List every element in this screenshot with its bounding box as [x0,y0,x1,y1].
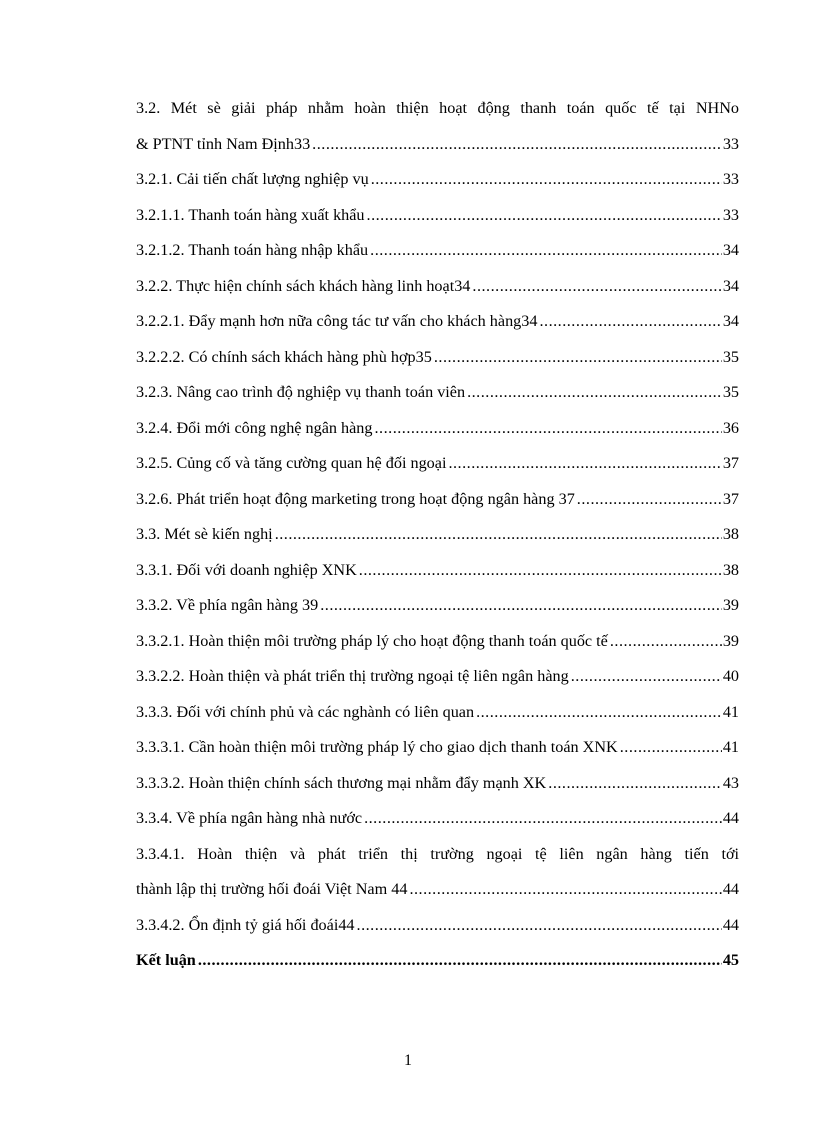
toc-entry-page: 41 [722,702,739,721]
toc-entry [136,553,739,589]
toc-entry-title: 3.3. Mét sè kiến nghị [136,525,273,543]
dot-leader [434,340,722,376]
dot-leader [571,659,722,695]
toc-entry-title: 3.2.2. Thực hiện chính sách khách hàng linh hoạt34 [136,276,471,295]
toc-entry [136,801,739,837]
toc-entry-page: 37 [722,454,739,472]
dot-leader [448,446,721,482]
toc-entry-3-2-line2 [136,127,739,163]
dot-leader [312,127,722,163]
dot-leader [198,943,722,979]
toc-entry [136,730,739,766]
dot-leader [472,269,721,305]
dot-leader [364,801,722,837]
toc-entry-3-3-4-1-line1 [136,837,739,873]
toc-entry-title: 3.2.1.1. Thanh toán hàng xuất khẩu [136,205,365,224]
toc-entry-page: 34 [722,312,739,330]
dot-leader [539,304,721,340]
toc-entry-page: 44 [722,880,739,898]
toc-entry-title: 3.3.2. Về phía ngân hàng 39 [136,596,319,614]
dot-leader [367,198,722,234]
toc-entry-page: 34 [722,241,739,259]
toc-entry-title: 3.3.3. Đối với chính phủ và các nghành có liên quan [136,702,475,721]
toc-entry-3-3-4-1-line2 [136,872,739,908]
toc-entry [136,908,739,944]
toc-entry [136,695,739,731]
toc-entry-title: 3.3.2.1. Hoàn thiện môi trường pháp lý cho hoạt động thanh toán quốc tế [136,631,608,650]
toc-entry [136,269,739,305]
toc-entry [136,482,739,518]
toc-entry-title: 3.2.5. Củng cố và tăng cường quan hệ đối ngoại [136,454,447,472]
toc-entry-title: 3.2.2.2. Có chính sách khách hàng phù hợp35 [136,347,432,366]
toc-entry-title: Kết luận [136,951,196,969]
toc-entry-title: 3.3.4.1. Hoàn thiện và phát triển thị trường ngoại tệ liên ngân hàng tiến tới [136,844,739,863]
toc-entry-title: 3.2.6. Phát triển hoạt động marketing trong hoạt động ngân hàng 37 [136,489,575,508]
toc-entry-page: 44 [722,915,739,934]
toc-entry-page: 33 [722,205,739,224]
toc-entry-conclusion [136,943,739,979]
toc-entry [136,624,739,660]
toc-entry-title: & PTNT tỉnh Nam Định33 [136,134,311,153]
toc-entry-title: 3.3.4. Về phía ngân hàng nhà nước [136,809,363,827]
dot-leader [371,162,722,198]
toc-entry-page: 40 [722,667,739,685]
toc-entry-3-2-line1 [136,91,739,127]
toc-entry-page: 38 [722,560,739,579]
toc-entry-page: 35 [722,347,739,366]
toc-entry-page: 41 [722,738,739,756]
toc-entry-title: 3.2.1.2. Thanh toán hàng nhập khẩu [136,241,369,259]
toc-entry-page: 45 [722,951,739,969]
toc-entry-title: 3.2.3. Nâng cao trình độ nghiệp vụ thanh toán viên [136,383,466,401]
toc-entry-page: 39 [722,631,739,650]
toc-entry [136,198,739,234]
toc-entry [136,411,739,447]
dot-leader [620,730,722,766]
toc-entry-title: 3.3.3.2. Hoàn thiện chính sách thương mại nhằm đẩy mạnh XK [136,773,547,792]
dot-leader [467,375,722,411]
toc-entry-page: 34 [722,276,739,295]
toc-entry [136,304,739,340]
toc-entry-title: 3.3.4.2. Ổn định tỷ giá hối đoái44 [136,915,355,934]
dot-leader [375,411,722,447]
toc-entry-title: 3.2. Mét sè giải pháp nhằm hoàn thiện hoạt động thanh toán quốc tế tại NHNo [136,99,739,117]
dot-leader [370,233,722,269]
toc-entry [136,340,739,376]
toc-entry-title: thành lập thị trường hối đoái Việt Nam 44 [136,880,408,898]
toc-entry-page: 44 [722,809,739,827]
toc-entry-title: 3.3.2.2. Hoàn thiện và phát triển thị trường ngoại tệ liên ngân hàng [136,667,569,685]
toc-entry-title: 3.3.1. Đối với doanh nghiệp XNK [136,560,357,579]
dot-leader [548,766,722,802]
dot-leader [359,553,722,589]
toc-entry-page: 39 [722,596,739,614]
toc-entry-page: 33 [722,134,739,153]
toc-entry [136,375,739,411]
toc-entry-page: 35 [722,383,739,401]
toc-entry-title: 3.3.3.1. Cần hoàn thiện môi trường pháp lý cho giao dịch thanh toán XNK [136,738,618,756]
toc-entry-title: 3.2.4. Đổi mới công nghệ ngân hàng [136,418,373,437]
toc-entry-title: 3.2.1. Cải tiến chất lượng nghiệp vụ [136,170,369,188]
toc-entry [136,446,739,482]
dot-leader [275,517,722,553]
toc-entry [136,233,739,269]
dot-leader [476,695,722,731]
toc-entry [136,766,739,802]
toc-entry-page: 36 [722,418,739,437]
dot-leader [357,908,722,944]
toc-entry-title: 3.2.2.1. Đẩy mạnh hơn nữa công tác tư vấn cho khách hàng34 [136,312,538,330]
dot-leader [409,872,721,908]
toc-entry [136,162,739,198]
table-of-contents [136,91,739,979]
dot-leader [577,482,722,518]
toc-entry-page: 38 [722,525,739,543]
toc-entry-page: 33 [722,170,739,188]
toc-entry-page: 37 [722,489,739,508]
toc-entry [136,588,739,624]
toc-entry-page: 43 [722,773,739,792]
dot-leader [320,588,722,624]
toc-entry [136,659,739,695]
toc-entry [136,517,739,553]
dot-leader [610,624,722,660]
page-number: 1 [404,1052,412,1069]
